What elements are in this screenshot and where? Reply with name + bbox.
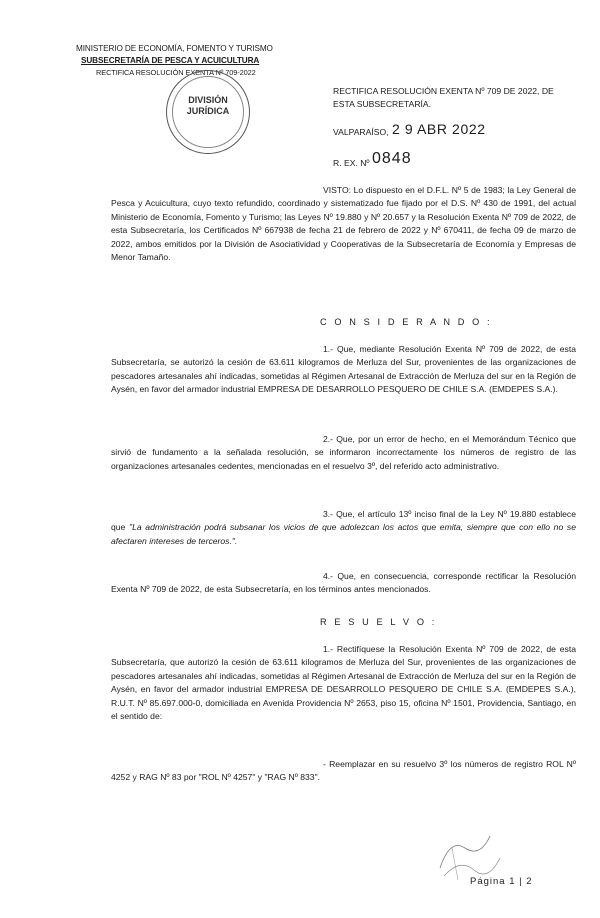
rex-number: 0848: [372, 150, 412, 167]
place-label: VALPARAÍSO,: [333, 127, 389, 137]
visto-first: VISTO: Lo dispuesto en el D.F.L. Nº 5 de 1983; la Ley: [323, 185, 531, 195]
considerando-3-quote-1: "La administración podrá subsanar los vicios de que adolezcan los actos que emita, siempre: [129, 522, 498, 533]
considerando-1-first: 1.- Que, mediante Resolución Exenta Nº 709 de: [323, 344, 517, 354]
subsecretaria-line: SUBSECRETARÍA DE PESCA Y ACUICULTURA: [81, 56, 260, 65]
considerando-4-first: 4.- Que, en consecuencia, corresponde rectificar la: [323, 571, 530, 581]
visto-rest: General de Pesca y Acuicultura, cuyo texto refundido, coordinado y sistematizado fue fijado por el D.S. Nº 430 de 1991, del actual Ministerio de Economía, Fomento y Turismo; las Leyes Nº 19.880 y Nº 20.657 y la Resolución Exenta Nº 709 de 2022, de esta Subsecretaría, los Certificados Nº 667938 de fecha 21 de febrero de 2022 y Nº 670411, de fecha 09 de marzo de 2022, ambos emitidos por la División de Asociatividad y Cooperativas de la Subsecretaría de Economía y Empresas de Menor Tamaño.: [111, 185, 576, 263]
considerando-2-rest: Técnico que sirvió de fundamento a la señalada resolución, se informaron incorrectamente los números de registro de las organizaciones artesanales cedentes, mencionadas en el resuelvo 3º, del referido acto administrativo.: [111, 434, 576, 471]
considerando-heading: C O N S I D E R A N D O :: [320, 317, 493, 327]
visto-paragraph: [111, 184, 576, 264]
date-stamp: 2 9 ABR 2022: [392, 121, 486, 137]
resuelvo-heading: R E S U E L V O :: [320, 617, 437, 627]
document-title: [333, 85, 563, 111]
resuelvo-bullet-1: [111, 758, 576, 785]
title-line-2: ESTA SUBSECRETARÍA.: [333, 99, 432, 109]
considerando-3: [111, 508, 576, 548]
stamp-line-1: DIVISIÓN: [188, 95, 228, 105]
resuelvo-1-first: 1.- Rectifíquese la Resolución Exenta Nº 709 de: [323, 644, 518, 654]
considerando-2-first: 2.- Que, por un error de hecho, en el Memorándum: [323, 434, 526, 444]
considerando-4: [111, 570, 576, 597]
considerando-3-first: 3.- Que, el artículo 13º inciso final de la Ley Nº 19.880: [323, 509, 537, 519]
page-number: Página 1 | 2: [470, 876, 533, 887]
rex-label: R. EX. Nº: [333, 158, 370, 168]
considerando-1-rest: 2022, de esta Subsecretaría, se autorizó la cesión de 63.611 kilogramos de Merluza del Sur, provenientes de las organizaciones de pescadores artesanales ahí indicadas, sometidas al Régimen Artesanal de Extracción de Merluza del sur en la Región de Aysén, en favor del armador industrial EMPRESA DE DESARROLLO PESQUERO DE CHILE S.A. (EMDEPES S.A.).: [111, 344, 576, 395]
stamp-line-2: JURÍDICA: [186, 106, 230, 116]
considerando-1: [111, 343, 576, 397]
considerando-2: [111, 433, 576, 473]
division-juridica-stamp: [166, 70, 250, 154]
resuelvo-1-rest: 2022, de esta Subsecretaría, que autorizó la cesión de 63.611 kilogramos de Merluza del Sur, provenientes de las organizaciones de pescadores artesanales ahí indicadas, sometidas al Régimen Artesanal de Extracción de Merluza del sur en la Región de Aysén, en favor del armador industrial EMPRESA DE DESARROLLO PESQUERO DE CHILE S.A. (EMDEPES S.A.), R.U.T. Nº 85.697.000-0, domiciliada en Avenida Providencia Nº 2653, piso 15, oficina Nº 1501, Providencia, Santiago, en el sentido de:: [111, 644, 576, 722]
resuelvo-bullet-1-rest: registro ROL Nº 4252 y RAG Nº 83 por "ROL Nº 4257" y "RAG Nº 833".: [111, 759, 576, 783]
rectifica-ref-line: RECTIFICA RESOLUCIÓN EXENTA Nº 709-2022: [96, 68, 256, 77]
ministry-line: MINISTERIO DE ECONOMÍA, FOMENTO Y TURISMO: [76, 44, 273, 53]
title-line-1: RECTIFICA RESOLUCIÓN EXENTA Nº 709 DE 2022, DE: [333, 86, 554, 96]
resuelvo-bullet-1-first: - Reemplazar en su resuelvo 3º los números de: [323, 759, 511, 769]
considerando-4-rest: Resolución Exenta Nº 709 de 2022, de esta Subsecretaría, en los términos antes mencionados.: [111, 571, 576, 595]
considerando-3-second: establece que: [111, 509, 576, 533]
resuelvo-1: [111, 643, 576, 723]
considerando-3-quote-2: que con ello no se afectaren intereses de terceros.".: [111, 522, 576, 546]
